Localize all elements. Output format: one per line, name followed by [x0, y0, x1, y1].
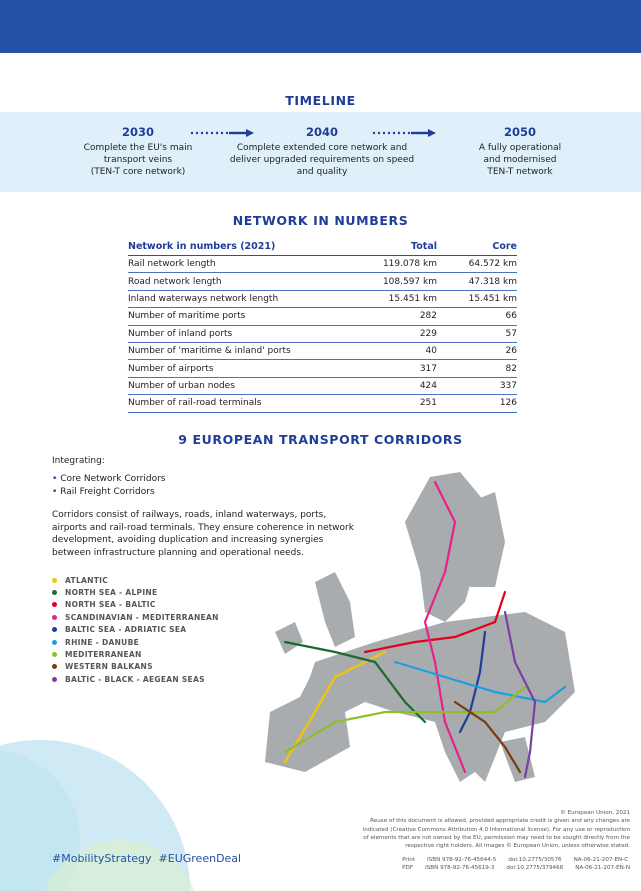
table-cell: 424	[360, 377, 437, 394]
table-cell: 126	[437, 395, 517, 412]
legend-label: MEDITERRANEAN	[65, 650, 142, 660]
legend-dot-icon	[52, 578, 57, 583]
table-cell: Number of airports	[128, 360, 360, 377]
table-cell: Inland waterways network length	[128, 290, 360, 307]
legend-item	[52, 611, 219, 623]
table-row	[128, 325, 517, 342]
isbn-info: Print ISBN 978-92-76-45644-5 doi:10.2775/30576 NA-06-21-207-EN-C PDF ISBN 978-92-76-45619-3 doi:10.2775/379468 NA-06-21-207-EN-N	[402, 857, 630, 872]
table-cell: 57	[437, 325, 517, 342]
network-numbers-table	[128, 238, 517, 413]
corridor-map	[255, 462, 641, 807]
table-cell: 119.078 km	[360, 256, 437, 273]
copyright-notice: © European Union, 2021 Reuse of this document is allowed, provided appropriate credit is given and any changes are indicated (Creative Commons Attribution 4.0 International license). For any use or reproduction of elements that are not owned by the EU, permission may need to be sought directly from the respective right holders. All images © European Union, unless otherwise stated.	[362, 810, 630, 850]
legend-item	[52, 648, 219, 660]
legend-label: BALTIC SEA - ADRIATIC SEA	[65, 625, 187, 635]
corridor-legend	[52, 574, 219, 686]
legend-label: SCANDINAVIAN - MEDITERRANEAN	[65, 612, 219, 622]
legend-item	[52, 586, 219, 598]
table-cell: Number of inland ports	[128, 325, 360, 342]
timeline-step-2030: 2030 Complete the EU's main transport veins (TEN-T core network)	[83, 125, 193, 177]
table-cell: 40	[360, 342, 437, 359]
hashtags: #MobilityStrategy #EUGreenDeal	[52, 852, 242, 865]
legend-item	[52, 574, 219, 586]
table-cell: 108.597 km	[360, 273, 437, 290]
table-cell: 229	[360, 325, 437, 342]
numbers-title: NETWORK IN NUMBERS	[232, 213, 409, 228]
list-item: • Rail Freight Corridors	[52, 486, 155, 497]
legend-dot-icon	[52, 602, 57, 607]
table-row	[128, 273, 517, 290]
table-cell: 15.451 km	[360, 290, 437, 307]
table-cell: 317	[360, 360, 437, 377]
table-row	[128, 395, 517, 412]
table-row	[128, 360, 517, 377]
legend-dot-icon	[52, 664, 57, 669]
table-cell: Number of maritime ports	[128, 308, 360, 325]
legend-dot-icon	[52, 677, 57, 682]
bullet-list	[52, 473, 165, 498]
table-row	[128, 290, 517, 307]
table-cell: Road network length	[128, 273, 360, 290]
timeline-band	[0, 112, 641, 192]
table-row	[128, 342, 517, 359]
legend-label: NORTH SEA - BALTIC	[65, 600, 156, 610]
table-row	[128, 308, 517, 325]
table-cell: 66	[437, 308, 517, 325]
corridors-title: 9 EUROPEAN TRANSPORT CORRIDORS	[178, 432, 463, 447]
legend-dot-icon	[52, 627, 57, 632]
legend-dot-icon	[52, 652, 57, 657]
table-header: Network in numbers (2021) Total Core	[128, 238, 517, 256]
legend-label: WESTERN BALKANS	[65, 662, 153, 672]
integrating-label: Integrating:	[52, 456, 105, 466]
arrow-icon	[372, 129, 436, 137]
timeline-title: TIMELINE	[285, 93, 356, 108]
table-cell: 47.318 km	[437, 273, 517, 290]
table-row	[128, 256, 517, 273]
legend-label: RHINE - DANUBE	[65, 637, 140, 647]
table-cell: Number of rail-road terminals	[128, 395, 360, 412]
table-cell: 15.451 km	[437, 290, 517, 307]
legend-dot-icon	[52, 590, 57, 595]
table-cell: 64.572 km	[437, 256, 517, 273]
table-cell: 282	[360, 308, 437, 325]
legend-item	[52, 624, 219, 636]
legend-item	[52, 636, 219, 648]
header-banner	[0, 0, 641, 53]
legend-label: BALTIC - BLACK - AEGEAN SEAS	[65, 674, 205, 684]
table-cell: 26	[437, 342, 517, 359]
timeline-step-2040: 2040 Complete extended core network and deliver upgraded requirements on speed and quality	[229, 125, 415, 177]
legend-item	[52, 673, 219, 685]
legend-item	[52, 599, 219, 611]
table-cell: Number of 'maritime & inland' ports	[128, 342, 360, 359]
map-ireland	[275, 622, 303, 654]
timeline-step-2050: 2050 A fully operational and modernised TEN-T network	[478, 125, 562, 177]
table-cell: 251	[360, 395, 437, 412]
map-uk	[315, 572, 355, 647]
legend-dot-icon	[52, 615, 57, 620]
legend-label: NORTH SEA - ALPINE	[65, 588, 158, 598]
corridors-description: Corridors consist of railways, roads, inland waterways, ports, airports and rail-road terminals. They ensure coherence in network development, avoiding duplication and increasing synergies between infrastructure planning and operational needs.	[52, 510, 354, 558]
table-cell: 82	[437, 360, 517, 377]
list-item: • Core Network Corridors	[52, 474, 166, 484]
table-cell: 337	[437, 377, 517, 394]
legend-item	[52, 661, 219, 673]
table-row	[128, 377, 517, 394]
legend-dot-icon	[52, 640, 57, 645]
legend-label: ATLANTIC	[65, 575, 109, 585]
table-cell: Rail network length	[128, 256, 360, 273]
table-cell: Number of urban nodes	[128, 377, 360, 394]
